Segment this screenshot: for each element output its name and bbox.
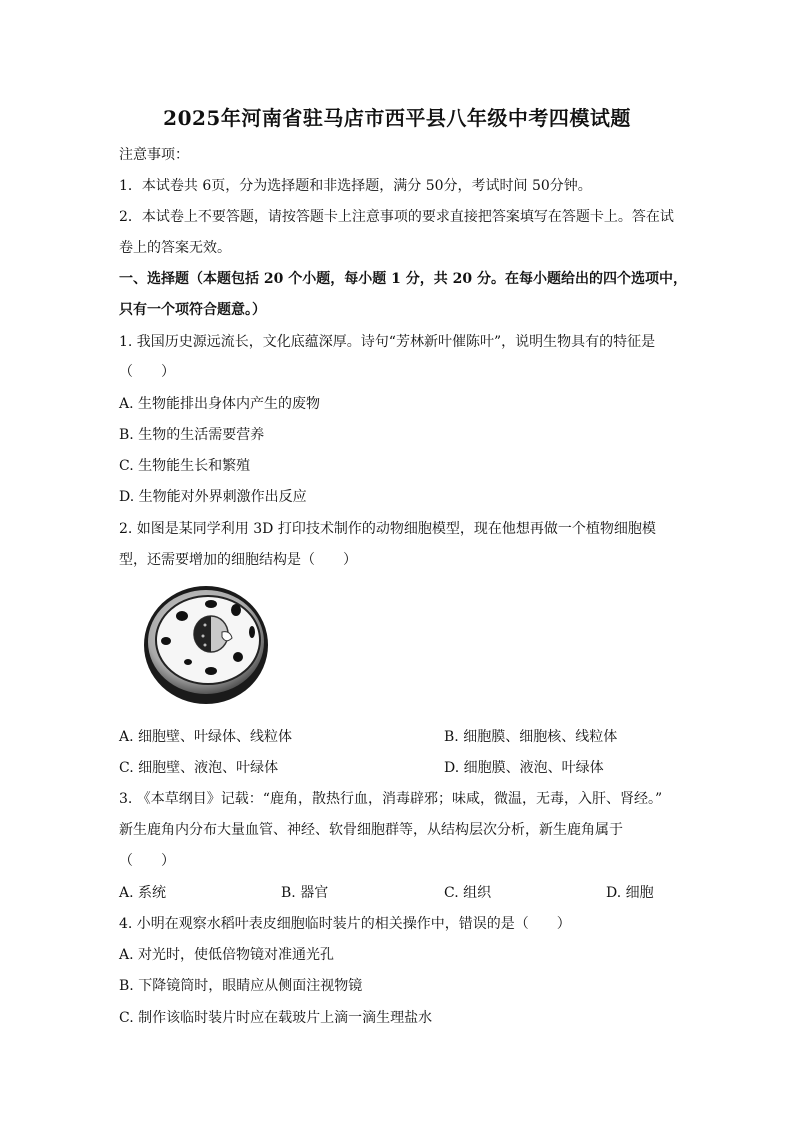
- question-2-stem-line-2: 型，还需要增加的细胞结构是（ ）: [119, 552, 357, 568]
- question-1-option-b: B. 生物的生活需要营养: [119, 427, 265, 443]
- question-1-stem-line-1: 1. 我国历史源远流长，文化底蕴深厚。诗句“芳林新叶催陈叶”，说明生物具有的特征是: [119, 334, 656, 350]
- question-3-option-a: A. 系统: [119, 885, 167, 901]
- question-1-stem-line-2: （ ）: [119, 364, 175, 380]
- question-4-option-c: C. 制作该临时装片时应在载玻片上滴一滴生理盐水: [119, 1010, 433, 1026]
- question-1-option-a: A. 生物能排出身体内产生的废物: [119, 396, 321, 412]
- question-4-stem-line-1: 4. 小明在观察水稻叶表皮细胞临时装片的相关操作中，错误的是（ ）: [119, 916, 571, 932]
- question-3-option-b: B. 器官: [281, 885, 329, 901]
- question-1-option-c: C. 生物能生长和繁殖: [119, 458, 251, 474]
- question-2-option-a: A. 细胞壁、叶绿体、线粒体: [119, 729, 293, 745]
- question-2-option-b: B. 细胞膜、细胞核、线粒体: [444, 729, 618, 745]
- question-3-stem-line-2: 新生鹿角内分布大量血管、神经、软骨细胞群等，从结构层次分析，新生鹿角属于: [119, 822, 623, 838]
- exam-title: 2025年河南省驻马店市西平县八年级中考四模试题: [163, 106, 631, 130]
- animal-cell-model-image: [142, 584, 270, 706]
- question-3-option-c: C. 组织: [444, 885, 492, 901]
- question-2-option-d: D. 细胞膜、液泡、叶绿体: [444, 760, 604, 776]
- question-2-option-c: C. 细胞壁、液泡、叶绿体: [119, 760, 279, 776]
- question-1-option-d: D. 生物能对外界刺激作出反应: [119, 489, 307, 505]
- question-3-stem-line-1: 3. 《本草纲目》记载：“鹿角，散热行血，消毒辟邪；味咸，微温，无毒，入肝、肾经。”: [119, 791, 663, 807]
- question-3-option-d: D. 细胞: [606, 885, 654, 901]
- notice-item-1: 1．本试卷共 6页，分为选择题和非选择题，满分 50分，考试时间 50分钟。: [119, 178, 592, 194]
- notice-item-2-line-1: 2．本试卷上不要答题，请按答题卡上注意事项的要求直接把答案填写在答题卡上。答在试: [119, 209, 674, 225]
- question-2-stem-line-1: 2. 如图是某同学利用 3D 打印技术制作的动物细胞模型，现在他想再做一个植物细胞模: [119, 521, 656, 537]
- question-4-option-b: B. 下降镜筒时，眼睛应从侧面注视物镜: [119, 978, 363, 994]
- question-3-stem-line-3: （ ）: [119, 853, 175, 869]
- section-heading-line-1: 一、选择题（本题包括 20 个小题，每小题 1 分，共 20 分。在每小题给出的四个选项中，: [119, 271, 687, 287]
- section-heading-line-2: 只有一个项符合题意。）: [119, 302, 266, 318]
- question-4-option-a: A. 对光时，使低倍物镜对准通光孔: [119, 947, 335, 963]
- notice-item-2-line-2: 卷上的答案无效。: [119, 240, 231, 256]
- notice-heading: 注意事项：: [119, 147, 189, 163]
